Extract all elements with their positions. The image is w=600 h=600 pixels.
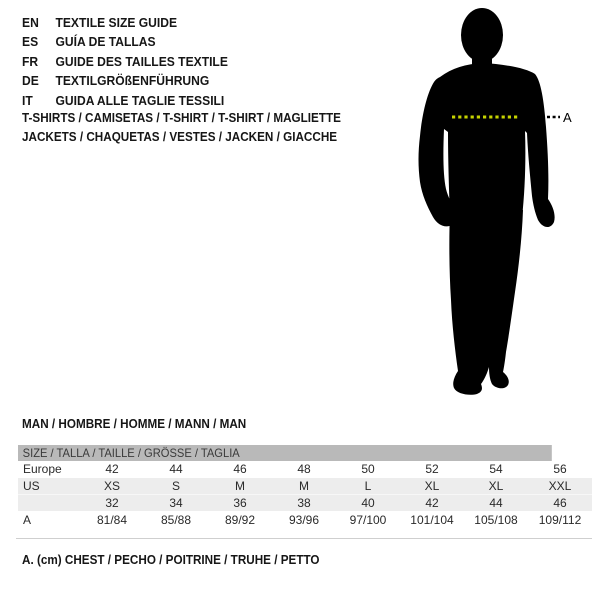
table-row-chest-measure [18, 511, 592, 530]
table-cell: XXL [548, 479, 572, 493]
language-code: EN [22, 15, 39, 30]
row-label: US [23, 479, 40, 493]
table-row-us [18, 478, 592, 494]
table-cell: 46 [233, 462, 247, 476]
language-list [22, 13, 243, 110]
size-table [18, 445, 592, 530]
language-text: GUIDE DES TAILLES TEXTILE [55, 53, 228, 69]
table-cell: 54 [489, 462, 503, 476]
language-text: TEXTILGRÖßENFÜHRUNG [55, 73, 210, 89]
table-cell: 46 [553, 496, 567, 510]
language-row-de [22, 71, 228, 90]
language-code: DE [22, 73, 39, 89]
table-cell: 52 [425, 462, 439, 476]
table-bottom-divider [16, 538, 592, 539]
silhouette-torso-arms [419, 63, 555, 227]
table-cell: 40 [361, 496, 375, 510]
category-jackets: JACKETS / CHAQUETAS / VESTES / JACKEN / GIACCHE [22, 129, 338, 144]
table-row-alt-sizes [18, 494, 592, 511]
table-cell: 89/92 [224, 513, 256, 527]
measure-footnote: A. (cm) CHEST / PECHO / POITRINE / TRUHE / PETTO [22, 552, 320, 567]
table-cell: 93/96 [288, 513, 320, 527]
table-cell: XL [424, 479, 440, 493]
row-label [18, 495, 80, 511]
table-cell: L [364, 479, 372, 493]
table-cell: 101/104 [410, 513, 454, 527]
language-text: GUIDA ALLE TAGLIE TESSILI [55, 92, 225, 108]
table-cell: M [299, 479, 309, 493]
table-cell: 48 [297, 462, 311, 476]
table-cell: 42 [105, 462, 119, 476]
table-cell: 56 [553, 462, 567, 476]
category-lines [22, 108, 376, 146]
language-text: GUÍA DE TALLAS [55, 34, 156, 50]
section-title-man: MAN / HOMBRE / HOMME / MANN / MAN [22, 416, 247, 431]
language-row-en [22, 13, 228, 32]
table-cell: 97/100 [349, 513, 387, 527]
table-cell: XL [488, 479, 504, 493]
table-cell: 36 [233, 496, 247, 510]
table-cell: 81/84 [96, 513, 128, 527]
table-cell: 44 [489, 496, 503, 510]
table-cell: 38 [297, 496, 311, 510]
language-code: FR [22, 53, 39, 69]
table-cell: M [235, 479, 245, 493]
table-cell: 109/112 [538, 513, 582, 527]
table-cell: S [171, 479, 180, 493]
table-cell: 50 [361, 462, 375, 476]
table-cell: XS [103, 479, 120, 493]
language-code: IT [22, 92, 33, 108]
category-tshirts: T-SHIRTS / CAMISETAS / T-SHIRT / T-SHIRT / MAGLIETTE [22, 110, 341, 125]
chest-measure-label: A [563, 110, 572, 125]
row-label: A [23, 513, 32, 527]
row-label: Europe [23, 462, 62, 476]
table-row-europe [18, 461, 592, 478]
table-cell: 105/108 [474, 513, 518, 527]
silhouette-legs [449, 210, 523, 395]
table-cell: 44 [169, 462, 183, 476]
man-silhouette-figure [408, 5, 588, 400]
table-cell: 32 [105, 496, 119, 510]
language-text: TEXTILE SIZE GUIDE [55, 15, 178, 30]
language-code: ES [22, 34, 39, 50]
table-cell: 42 [425, 496, 439, 510]
table-cell: 34 [169, 496, 183, 510]
size-table-header: SIZE / TALLA / TAILLE / GRÖSSE / TAGLIA [18, 445, 552, 461]
table-cell: 85/88 [160, 513, 192, 527]
language-row-es [22, 32, 228, 51]
language-row-fr [22, 52, 228, 71]
